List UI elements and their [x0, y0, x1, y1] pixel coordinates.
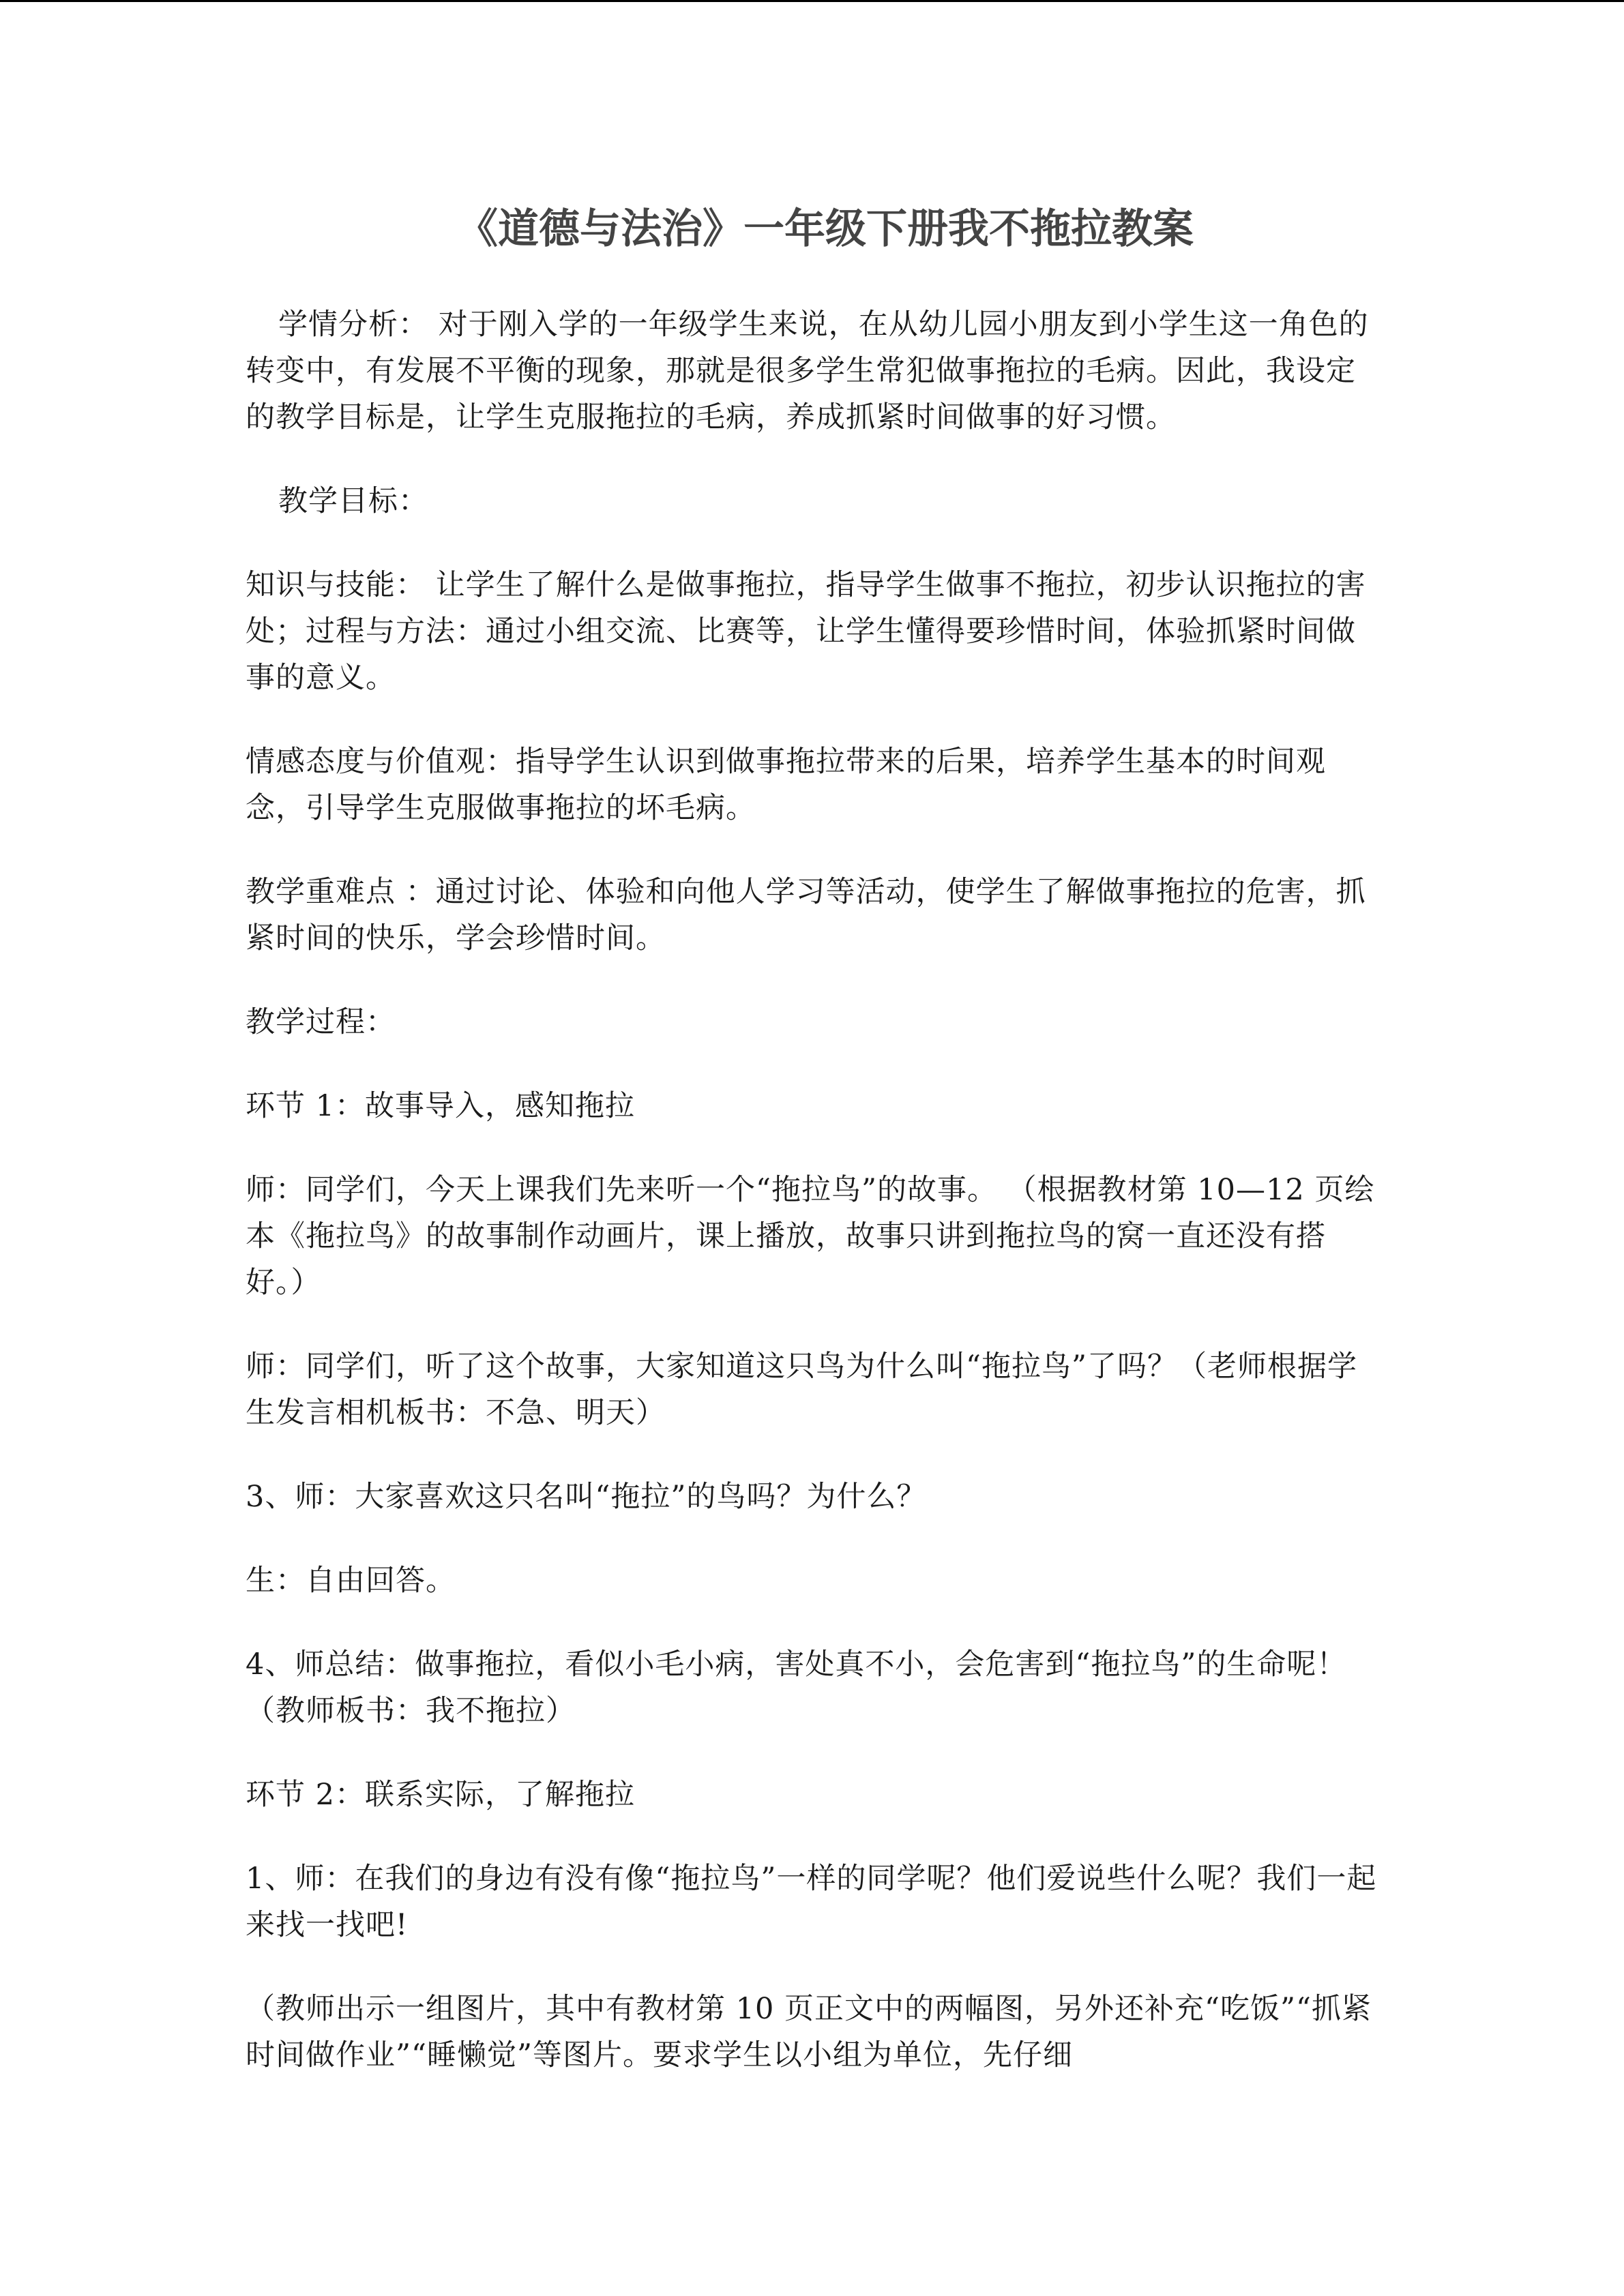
paragraph-student-answer: 生：自由回答。 [246, 1564, 456, 1598]
paragraph-teaching-process-heading: 教学过程： [246, 1005, 396, 1039]
paragraph-knowledge-skills: 知识与技能： 让学生了解什么是做事拖拉，指导学生做事不拖拉，初步认识拖拉的害处；过程与方法：通过小组交流、比赛等，让学生懂得要珍惜时间，体验抓紧时间做事的意义。 [246, 568, 1366, 695]
paragraph-emotion-values: 情感态度与价值观：指导学生认识到做事拖拉带来的后果，培养学生基本的时间观念，引导学生克服做事拖拉的坏毛病。 [246, 745, 1326, 825]
document-page [246, 205, 1378, 2116]
paragraph-story-question: 师：同学们，听了这个故事，大家知道这只鸟为什么叫“拖拉鸟”了吗？（老师根据学生发言相机板书：不急、明天） [246, 1350, 1357, 1430]
paragraph-section-1-heading: 环节 1：故事导入，感知拖拉 [246, 1089, 636, 1123]
paragraph-section-2-heading: 环节 2：联系实际，了解拖拉 [246, 1778, 636, 1812]
paragraph-picture-activity: （教师出示一组图片，其中有教材第 10 页正文中的两幅图，另外还补充“吃饭”“抓紧时间做作业”“睡懒觉”等图片。要求学生以小组为单位，先仔细 [246, 1992, 1372, 2072]
top-border-line [0, 0, 1624, 2]
paragraph-key-difficulties: 教学重难点 ：通过讨论、体验和向他人学习等活动，使学生了解做事拖拉的危害，抓紧时间的快乐，学会珍惜时间。 [246, 875, 1366, 955]
document-title: 《道德与法治》一年级下册我不拖拉教案 [457, 205, 1194, 253]
paragraph-step-3: 3、师：大家喜欢这只名叫“拖拉”的鸟吗？为什么？ [246, 1480, 927, 1514]
paragraph-learning-analysis: 学情分析： 对于刚入学的一年级学生来说，在从幼儿园小朋友到小学生这一角色的转变中，有发展不平衡的现象，那就是很多学生常犯做事拖拉的毛病。因此，我设定的教学目标是，让学生克服拖拉的毛病，养成抓紧时间做事的好习惯。 [246, 308, 1369, 434]
paragraph-step-4: 4、师总结：做事拖拉，看似小毛小病，害处真不小，会危害到“拖拉鸟”的生命呢！ （教师板书：我不拖拉） [246, 1648, 1347, 1728]
paragraph-teaching-goals-heading: 教学目标： [278, 484, 428, 518]
paragraph-story-intro: 师：同学们，今天上课我们先来听一个“拖拉鸟”的故事。 （根据教材第 10—12 页绘本《拖拉鸟》的故事制作动画片，课上播放，故事只讲到拖拉鸟的窝一直还没有搭好。） [246, 1173, 1375, 1300]
paragraph-section-2-step-1: 1、师：在我们的身边有没有像“拖拉鸟”一样的同学呢？他们爱说些什么呢？我们一起来找一找吧! [246, 1862, 1377, 1942]
